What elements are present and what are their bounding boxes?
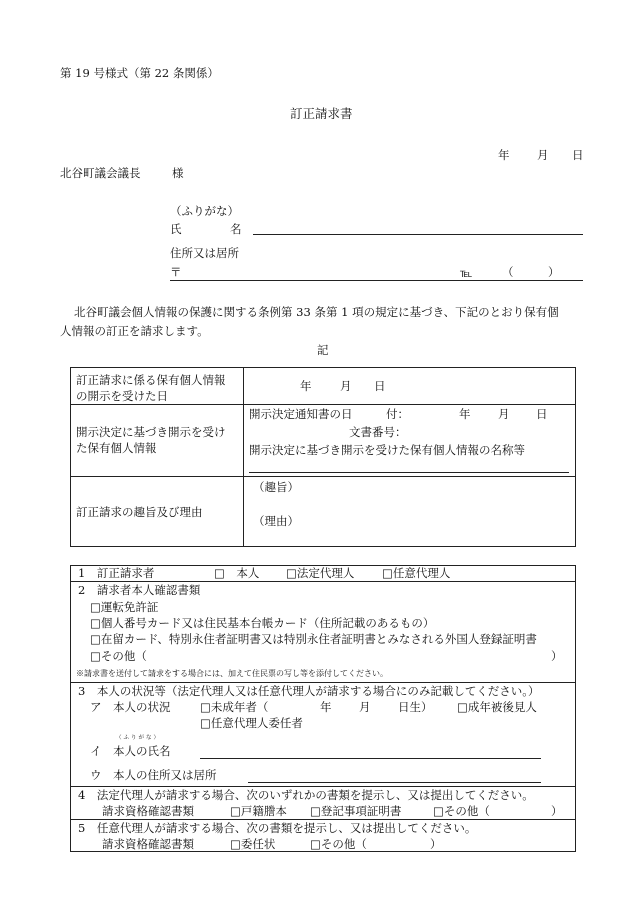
s3a-adult-ward-checkbox[interactable]: □成年被後見人 bbox=[457, 700, 537, 714]
intro-line-1: 北谷町議会個人情報の保護に関する条例第 33 条第 1 項の規定に基づき、下記のとおり保有個 bbox=[74, 305, 559, 319]
s3u-label: ウ 本人の住所又は居所 bbox=[90, 768, 217, 782]
s3-label: 3 本人の状況等（法定代理人又は任意代理人が請求する場合にのみ記載してください。） bbox=[78, 684, 540, 698]
row1-label-line2: の開示を受けた日 bbox=[76, 389, 168, 403]
s5-label: 5 任意代理人が請求する場合、次の書類を提示し、又は提出してください。 bbox=[78, 821, 477, 835]
name-label-2: 名 bbox=[230, 222, 242, 236]
s3a-delegator-checkbox[interactable]: □任意代理人委任者 bbox=[200, 716, 303, 730]
s1-legal-rep-checkbox[interactable]: □法定代理人 bbox=[286, 566, 355, 580]
row1-month: 月 bbox=[340, 379, 352, 393]
row2-day: 日 bbox=[536, 407, 548, 421]
table1-row-sep-1 bbox=[70, 404, 576, 405]
s4-docs: 請求資格確認書類 bbox=[102, 804, 194, 818]
s2-note: ※請求書を送付して請求をする場合には、加えて住民票の写し等を添付してください。 bbox=[76, 669, 388, 678]
row1-label-line1: 訂正請求に係る保有個人情報 bbox=[76, 373, 226, 387]
row2-tsuki: 付： bbox=[386, 407, 409, 421]
row3-reason: （理由） bbox=[253, 514, 299, 528]
s5-other-close: ） bbox=[430, 837, 442, 851]
s2-mynumber-checkbox[interactable]: □個人番号カード又は住民基本台帳カード（住所記載のあるもの） bbox=[90, 616, 435, 630]
row1-year: 年 bbox=[300, 379, 312, 393]
addressee: 北谷町議会議長 bbox=[60, 166, 141, 180]
s5-other-checkbox[interactable]: □その他（ bbox=[310, 837, 367, 851]
table2-sep-4 bbox=[70, 819, 576, 820]
s1-label: 1 訂正請求者 bbox=[78, 566, 155, 580]
address-label: 住所又は居所 bbox=[170, 246, 239, 260]
table2-sep-1 bbox=[70, 581, 576, 582]
s4-registry-checkbox[interactable]: □登記事項証明書 bbox=[310, 804, 402, 818]
name-label-1: 氏 bbox=[170, 222, 182, 236]
page-title: 訂正請求書 bbox=[290, 106, 353, 121]
intro-line-2: 人情報の訂正を請求します。 bbox=[60, 324, 209, 338]
table2-sep-3 bbox=[70, 786, 576, 787]
s4-other-close: ） bbox=[551, 804, 563, 818]
furigana-label: （ふりがな） bbox=[170, 204, 239, 218]
row1-day: 日 bbox=[374, 379, 386, 393]
table1-divider bbox=[243, 367, 244, 547]
date-day-label: 日 bbox=[572, 148, 584, 162]
s3a-minor-checkbox[interactable]: □未成年者（ bbox=[200, 700, 269, 714]
row2-month: 月 bbox=[498, 407, 510, 421]
s2-label: 2 請求者本人確認書類 bbox=[78, 583, 201, 597]
s2-residence-card-checkbox[interactable]: □在留カード、特別永住者証明書又は特別永住者証明書とみなされる外国人登録証明書 bbox=[90, 632, 537, 646]
address-field-line[interactable] bbox=[170, 280, 583, 281]
row2-info-line[interactable] bbox=[249, 472, 569, 473]
date-month-label: 月 bbox=[537, 148, 549, 162]
s3a-month: 月 bbox=[359, 700, 371, 714]
s3a-label: ア 本人の状況 bbox=[90, 700, 171, 714]
name-field-line[interactable] bbox=[253, 234, 583, 235]
tel-paren-open: （ bbox=[502, 265, 514, 279]
date-year-label: 年 bbox=[498, 148, 510, 162]
addressee-suffix: 様 bbox=[172, 166, 184, 180]
s5-docs: 請求資格確認書類 bbox=[102, 837, 194, 851]
row3-purpose: （趣旨） bbox=[253, 480, 299, 494]
row2-label-line1: 開示決定に基づき開示を受け bbox=[76, 425, 226, 439]
s2-other-close: ） bbox=[551, 649, 563, 663]
tel-paren-close: ） bbox=[548, 265, 560, 279]
row3-label: 訂正請求の趣旨及び理由 bbox=[76, 505, 203, 519]
s4-label: 4 法定代理人が請求する場合、次のいずれかの書類を提示し、又は提出してください。 bbox=[78, 788, 534, 802]
s3a-birth: 日生） bbox=[398, 700, 433, 714]
s3a-year: 年 bbox=[320, 700, 332, 714]
s5-proxy-letter-checkbox[interactable]: □委任状 bbox=[230, 837, 276, 851]
s1-self-checkbox[interactable]: □ 本人 bbox=[214, 566, 260, 580]
form-number: 第 19 号様式（第 22 条関係） bbox=[60, 66, 219, 80]
row2-info-name: 開示決定に基づき開示を受けた保有個人情報の名称等 bbox=[249, 443, 525, 457]
s3i-furigana: （ふりがな） bbox=[116, 735, 162, 741]
s2-other-checkbox[interactable]: □その他（ bbox=[90, 649, 147, 663]
table2-sep-2 bbox=[70, 682, 576, 683]
s4-koseki-checkbox[interactable]: □戸籍謄本 bbox=[230, 804, 287, 818]
row2-doc-number: 文書番号： bbox=[349, 425, 407, 439]
postal-mark: 〒 bbox=[170, 265, 182, 279]
s2-license-checkbox[interactable]: □運転免許証 bbox=[90, 600, 159, 614]
s3i-name-line[interactable] bbox=[200, 758, 541, 759]
ki-label: 記 bbox=[317, 343, 329, 357]
row2-label-line2: た保有個人情報 bbox=[76, 441, 157, 455]
table1-row-sep-2 bbox=[70, 476, 576, 477]
s4-other-checkbox[interactable]: □その他（ bbox=[433, 804, 490, 818]
s3i-label: イ 本人の氏名 bbox=[90, 744, 171, 758]
s1-voluntary-rep-checkbox[interactable]: □任意代理人 bbox=[382, 566, 451, 580]
tel-icon: ℡ bbox=[460, 266, 473, 280]
row2-year: 年 bbox=[459, 407, 471, 421]
s3u-address-line[interactable] bbox=[248, 782, 541, 783]
row2-notice-date: 開示決定通知書の日 bbox=[249, 407, 353, 421]
